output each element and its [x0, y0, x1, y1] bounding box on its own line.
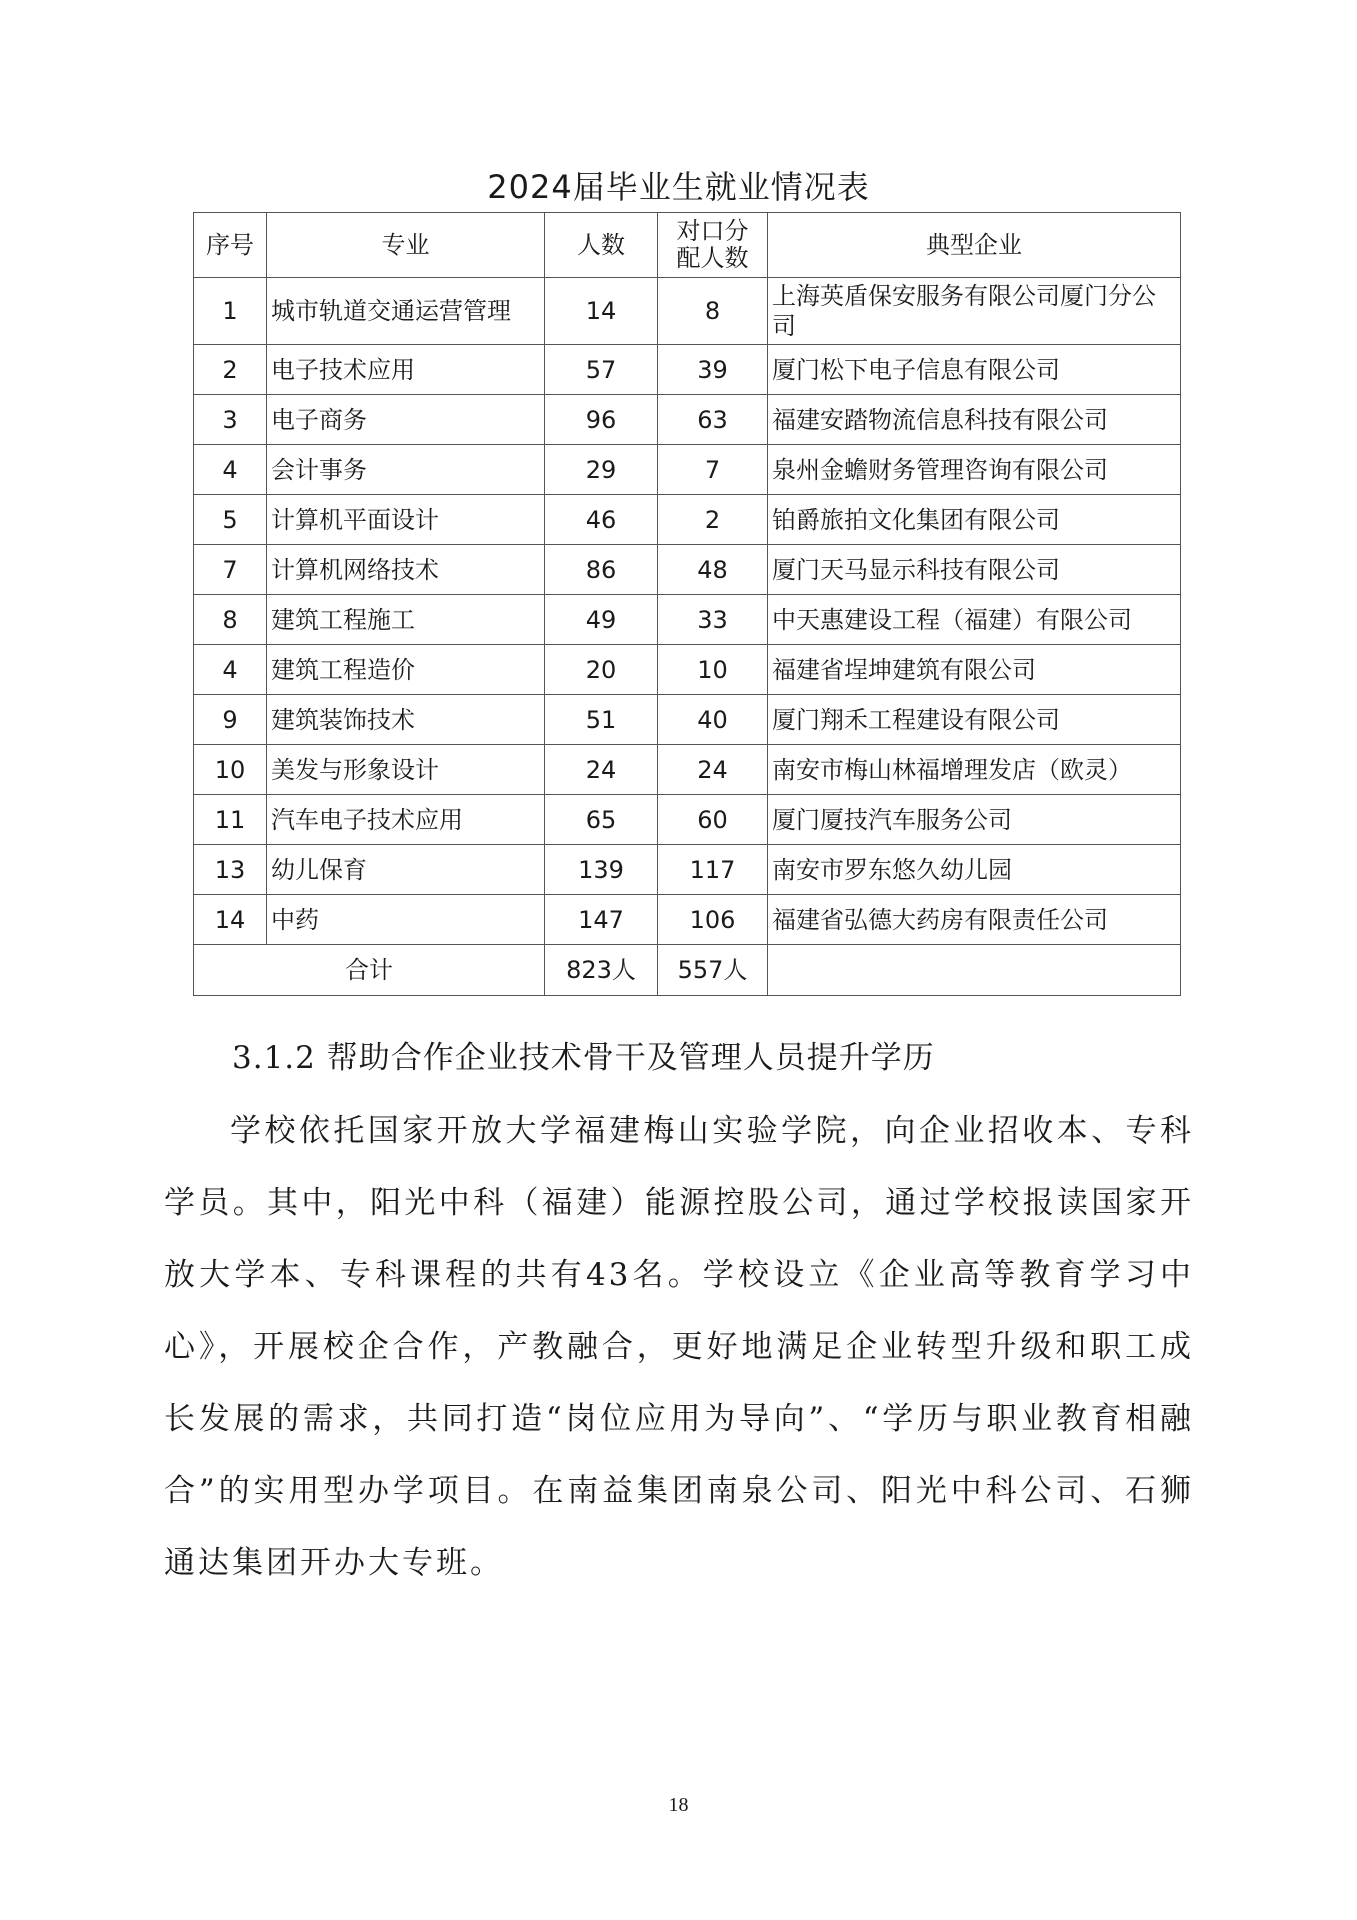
cell-company: 厦门松下电子信息有限公司 [768, 345, 1181, 395]
cell-matched: 48 [658, 545, 768, 595]
cell-matched: 60 [658, 795, 768, 845]
cell-count: 65 [545, 795, 658, 845]
cell-company: 南安市梅山林福增理发店（欧灵） [768, 745, 1181, 795]
header-matched: 对口分配人数 [658, 213, 768, 278]
cell-count: 46 [545, 495, 658, 545]
table-row [194, 345, 1181, 395]
cell-matched: 2 [658, 495, 768, 545]
cell-seq: 2 [194, 345, 267, 395]
table-title: 2024届毕业生就业情况表 [487, 168, 870, 206]
cell-matched: 24 [658, 745, 768, 795]
table-row [194, 745, 1181, 795]
cell-count: 14 [545, 278, 658, 345]
cell-major: 计算机网络技术 [267, 545, 545, 595]
table-row [194, 278, 1181, 345]
table-header-row [194, 213, 1181, 278]
cell-seq: 8 [194, 595, 267, 645]
cell-matched: 33 [658, 595, 768, 645]
page-number: 18 [668, 1794, 689, 1816]
cell-matched: 39 [658, 345, 768, 395]
cell-major: 汽车电子技术应用 [267, 795, 545, 845]
header-company: 典型企业 [768, 213, 1181, 278]
cell-seq: 11 [194, 795, 267, 845]
table-row [194, 695, 1181, 745]
cell-matched: 8 [658, 278, 768, 345]
section-heading: 3.1.2 帮助合作企业技术骨干及管理人员提升学历 [232, 1040, 935, 1076]
body-paragraph: 学校依托国家开放大学福建梅山实验学院，向企业招收本、专科学员。其中，阳光中科（福建）能源控股公司，通过学校报读国家开放大学本、专科课程的共有43名。学校设立《企业高等教育学习中心》，开展校企合作，产教融合，更好地满足企业转型升级和职工成长发展的需求，共同打造“岗位应用为导向”、“学历与职业教育相融合”的实用型办学项目。在南益集团南泉公司、阳光中科公司、石狮通达集团开办大专班。 [164, 1113, 1194, 1581]
cell-company: 福建省弘德大药房有限责任公司 [768, 895, 1181, 945]
cell-seq: 7 [194, 545, 267, 595]
cell-company: 厦门厦技汽车服务公司 [768, 795, 1181, 845]
table-row [194, 495, 1181, 545]
cell-major: 电子技术应用 [267, 345, 545, 395]
table-row [194, 445, 1181, 495]
cell-seq: 5 [194, 495, 267, 545]
cell-major: 城市轨道交通运营管理 [267, 278, 545, 345]
cell-major: 会计事务 [267, 445, 545, 495]
cell-company: 厦门翔禾工程建设有限公司 [768, 695, 1181, 745]
cell-company: 福建安踏物流信息科技有限公司 [768, 395, 1181, 445]
cell-count: 96 [545, 395, 658, 445]
cell-count: 29 [545, 445, 658, 495]
cell-company: 福建省埕坤建筑有限公司 [768, 645, 1181, 695]
cell-matched: 40 [658, 695, 768, 745]
cell-seq: 4 [194, 645, 267, 695]
header-count: 人数 [545, 213, 658, 278]
cell-company: 中天惠建设工程（福建）有限公司 [768, 595, 1181, 645]
cell-major: 建筑装饰技术 [267, 695, 545, 745]
cell-count: 57 [545, 345, 658, 395]
cell-seq: 14 [194, 895, 267, 945]
cell-count: 147 [545, 895, 658, 945]
table-row [194, 895, 1181, 945]
table-row [194, 545, 1181, 595]
total-count: 823人 [545, 945, 658, 996]
cell-count: 51 [545, 695, 658, 745]
cell-seq: 1 [194, 278, 267, 345]
cell-company: 泉州金蟾财务管理咨询有限公司 [768, 445, 1181, 495]
table-body [194, 278, 1181, 996]
cell-seq: 4 [194, 445, 267, 495]
cell-major: 建筑工程造价 [267, 645, 545, 695]
cell-matched: 106 [658, 895, 768, 945]
cell-major: 中药 [267, 895, 545, 945]
cell-matched: 117 [658, 845, 768, 895]
cell-count: 20 [545, 645, 658, 695]
table-row [194, 795, 1181, 845]
cell-major: 幼儿保育 [267, 845, 545, 895]
cell-company: 南安市罗东悠久幼儿园 [768, 845, 1181, 895]
header-major: 专业 [267, 213, 545, 278]
table-total-row [194, 945, 1181, 996]
cell-company: 上海英盾保安服务有限公司厦门分公司 [768, 278, 1181, 345]
cell-major: 建筑工程施工 [267, 595, 545, 645]
employment-table [193, 212, 1181, 996]
total-company [768, 945, 1181, 996]
header-seq: 序号 [194, 213, 267, 278]
cell-major: 计算机平面设计 [267, 495, 545, 545]
cell-major: 电子商务 [267, 395, 545, 445]
cell-seq: 9 [194, 695, 267, 745]
cell-seq: 10 [194, 745, 267, 795]
cell-major: 美发与形象设计 [267, 745, 545, 795]
table-row [194, 395, 1181, 445]
cell-company: 铂爵旅拍文化集团有限公司 [768, 495, 1181, 545]
total-label: 合计 [194, 945, 545, 996]
cell-count: 49 [545, 595, 658, 645]
cell-seq: 13 [194, 845, 267, 895]
table-row [194, 595, 1181, 645]
total-matched: 557人 [658, 945, 768, 996]
cell-count: 139 [545, 845, 658, 895]
table-row [194, 645, 1181, 695]
cell-count: 24 [545, 745, 658, 795]
cell-count: 86 [545, 545, 658, 595]
cell-company: 厦门天马显示科技有限公司 [768, 545, 1181, 595]
table-row [194, 845, 1181, 895]
cell-matched: 10 [658, 645, 768, 695]
cell-matched: 63 [658, 395, 768, 445]
cell-matched: 7 [658, 445, 768, 495]
cell-seq: 3 [194, 395, 267, 445]
